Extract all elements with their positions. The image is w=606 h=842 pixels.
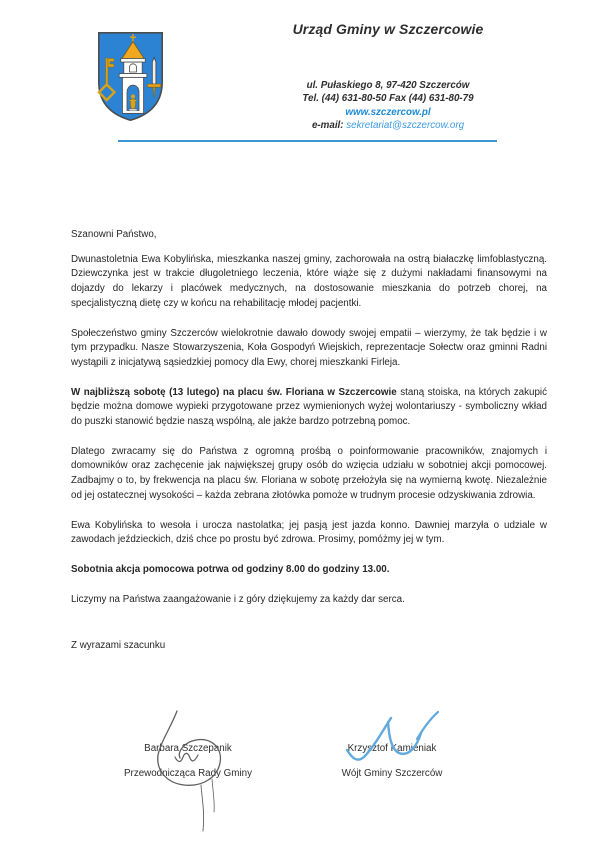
address-line: ul. Pułaskiego 8, 97-420 Szczerców xyxy=(306,80,470,91)
salutation: Szanowni Państwo, xyxy=(71,229,157,240)
paragraph-about-ewa: Ewa Kobylińska to wesoła i urocza nastolatka; jej pasją jest jazda konno. Dawniej marzyła o udziale w zawodach jeździeckich, dziś chce po prostu być zdrowa. Prosimy, pomóżmy jej w tym. xyxy=(71,519,547,546)
website-link[interactable]: www.szczercow.pl xyxy=(345,106,431,118)
signatory-title: Przewodnicząca Rady Gminy xyxy=(124,768,252,779)
signatory-name: Krzysztof Kamieniak xyxy=(347,743,437,754)
signature-block-left xyxy=(103,742,273,780)
email-label: e-mail: xyxy=(311,120,344,132)
paragraph-event xyxy=(71,386,547,430)
email-link[interactable]: sekretariat@szczercow.org xyxy=(346,120,465,132)
header-org-name: Urząd Gminy w Szczercowie xyxy=(292,21,484,37)
paragraph-action-hours: Sobotnia akcja pomocowa potrwa od godziny 8.00 do godziny 13.00. xyxy=(71,563,390,575)
letter-body xyxy=(71,228,547,669)
paragraph-illness: Dwunastoletnia Ewa Kobylińska, mieszkanka naszej gminy, zachorowała na ostrą białaczkę limfoblastyczną. Dziewczynka jest w trakcie długoletniego leczenia, które wiąże się z dużymi nakładami finansowymi na dojazdy do lekarzy i placówek medycznych, na dostosowanie mieszkania do potrzeb chorej, na specjalistyczną dietę czy w końcu na rehabilitację młodej pacjentki. xyxy=(71,253,547,309)
paragraph-thanks: Liczymy na Państwa zaangażowanie i z góry dziękujemy za każdy dar serca. xyxy=(71,593,405,605)
header-address-block xyxy=(258,79,518,133)
event-details: staną stoiska, na których zakupić będzie można domowe wypieki przygotowane przez wymienionych wyżej wolontariuszy - symboliczny wkład do puszki stanowić będzie naszą wspólną, ale jakże bardzo potrzebną pomoc. xyxy=(71,386,548,428)
event-date-bold: W najbliższą sobotę (13 lutego) na placu św. Floriana w Szczercowie xyxy=(71,386,397,398)
closing-phrase: Z wyrazami szacunku xyxy=(71,640,166,652)
paragraph-community: Społeczeństwo gminy Szczerców wielokrotnie dawało dowody swojej empatii – wierzymy, że tak będzie i w tym przypadku. Nasze Stowarzyszenia, Koła Gospodyń Wiejskich, reprezentacje Sołectw oraz gminni Radni wystąpili z inicjatywą sąsiedzkiej pomocy dla Ewy, chorej mieszkanki Firleja. xyxy=(71,327,547,368)
email-line xyxy=(258,119,518,132)
header-divider-line xyxy=(118,140,497,142)
paragraph-appeal: Dlatego zwracamy się do Państwa z ogromną prośbą o poinformowanie pracowników, znajomych i domowników oraz zachęcenie jak największej grupy osób do wzięcia udziału w sobotniej akcji pomocowej. Zadbajmy o to, by frekwencja na placu św. Floriana w sobotę przełożyła się na wymierną kwotę. Niezależnie od jej ostatecznej wysokości – każda zebrana złotówka pomoże w trudnym procesie odzyskiwania zdrowia. xyxy=(71,445,547,501)
signature-block-right xyxy=(307,742,477,780)
phone-fax-line: Tel. (44) 631-80-50 Fax (44) 631-80-79 xyxy=(302,93,474,105)
coat-of-arms-icon xyxy=(97,31,164,122)
signatory-title: Wójt Gminy Szczerców xyxy=(341,768,443,779)
signatory-name: Barbara Szczepanik xyxy=(144,743,232,754)
